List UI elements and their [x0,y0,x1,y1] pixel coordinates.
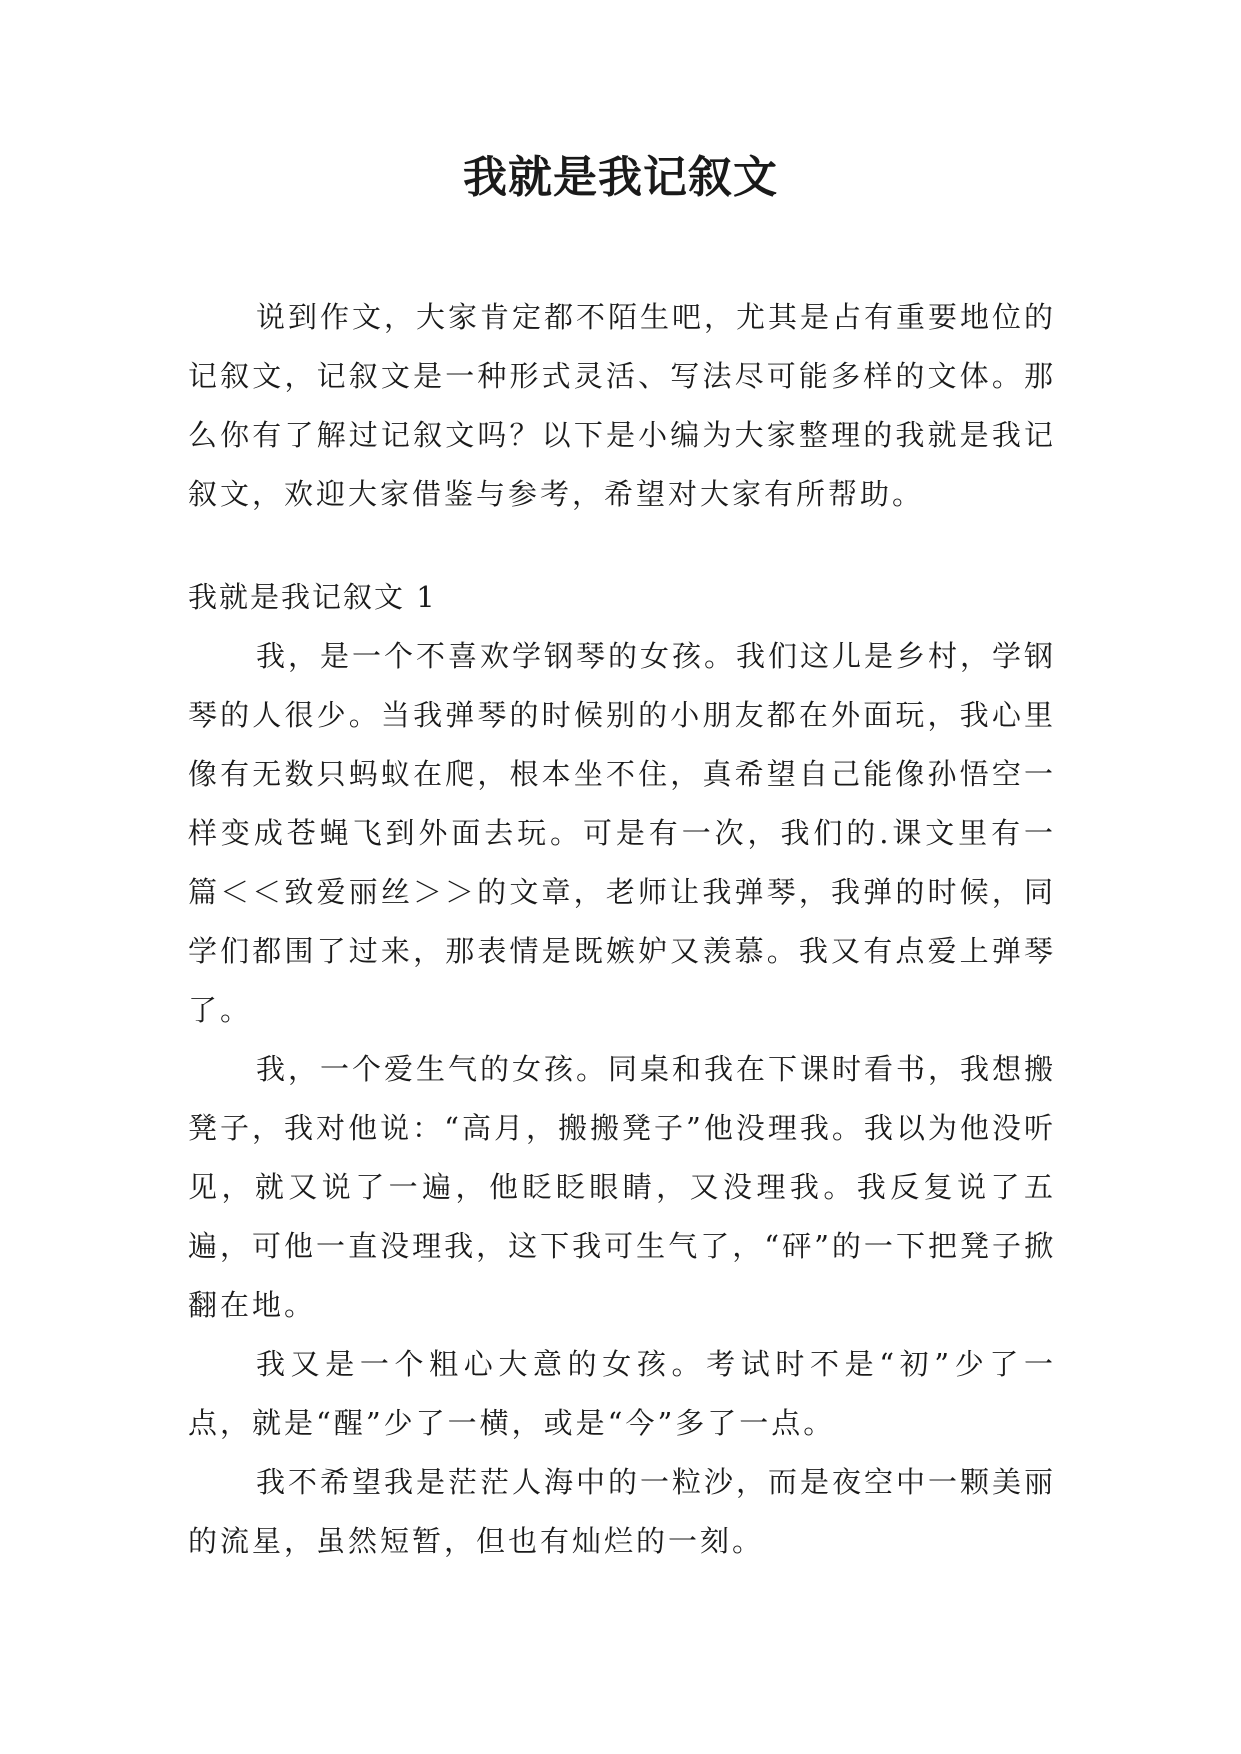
section-heading: 我就是我记叙文 1 [188,580,437,614]
intro-paragraph: 说到作文，大家肯定都不陌生吧，尤其是占有重要地位的记叙文，记叙文是一种形式灵活、写法尽可能多样的文体。那么你有了解过记叙文吗？以下是小编为大家整理的我就是我记叙文，欢迎大家借鉴与参考，希望对大家有所帮助。 [188,300,1057,511]
body-paragraph-2: 我，一个爱生气的女孩。同桌和我在下课时看书，我想搬凳子，我对他说：“高月，搬搬凳子”他没理我。我以为他没听见，就又说了一遍，他眨眨眼睛，又没理我。我反复说了五遍，可他一直没理我，这下我可生气了，“砰”的一下把凳子掀翻在地。 [188,1052,1057,1322]
body-paragraph-3: 我又是一个粗心大意的女孩。考试时不是“初”少了一点，就是“醒”少了一横，或是“今”多了一点。 [188,1347,1056,1440]
body-paragraph-1: 我，是一个不喜欢学钢琴的女孩。我们这儿是乡村，学钢琴的人很少。当我弹琴的时候别的小朋友都在外面玩，我心里像有无数只蚂蚁在爬，根本坐不住，真希望自己能像孙悟空一样变成苍蝇飞到外面去玩。可是有一次，我们的.课文里有一篇＜＜致爱丽丝＞＞的文章，老师让我弹琴，我弹的时候，同学们都围了过来，那表情是既嫉妒又羡慕。我又有点爱上弹琴了。 [188,639,1057,1027]
document-body [188,288,1056,1571]
body-paragraph-4: 我不希望我是茫茫人海中的一粒沙，而是夜空中一颗美丽的流星，虽然短暂，但也有灿烂的一刻。 [188,1465,1057,1558]
document-title: 我就是我记叙文 [463,152,778,203]
